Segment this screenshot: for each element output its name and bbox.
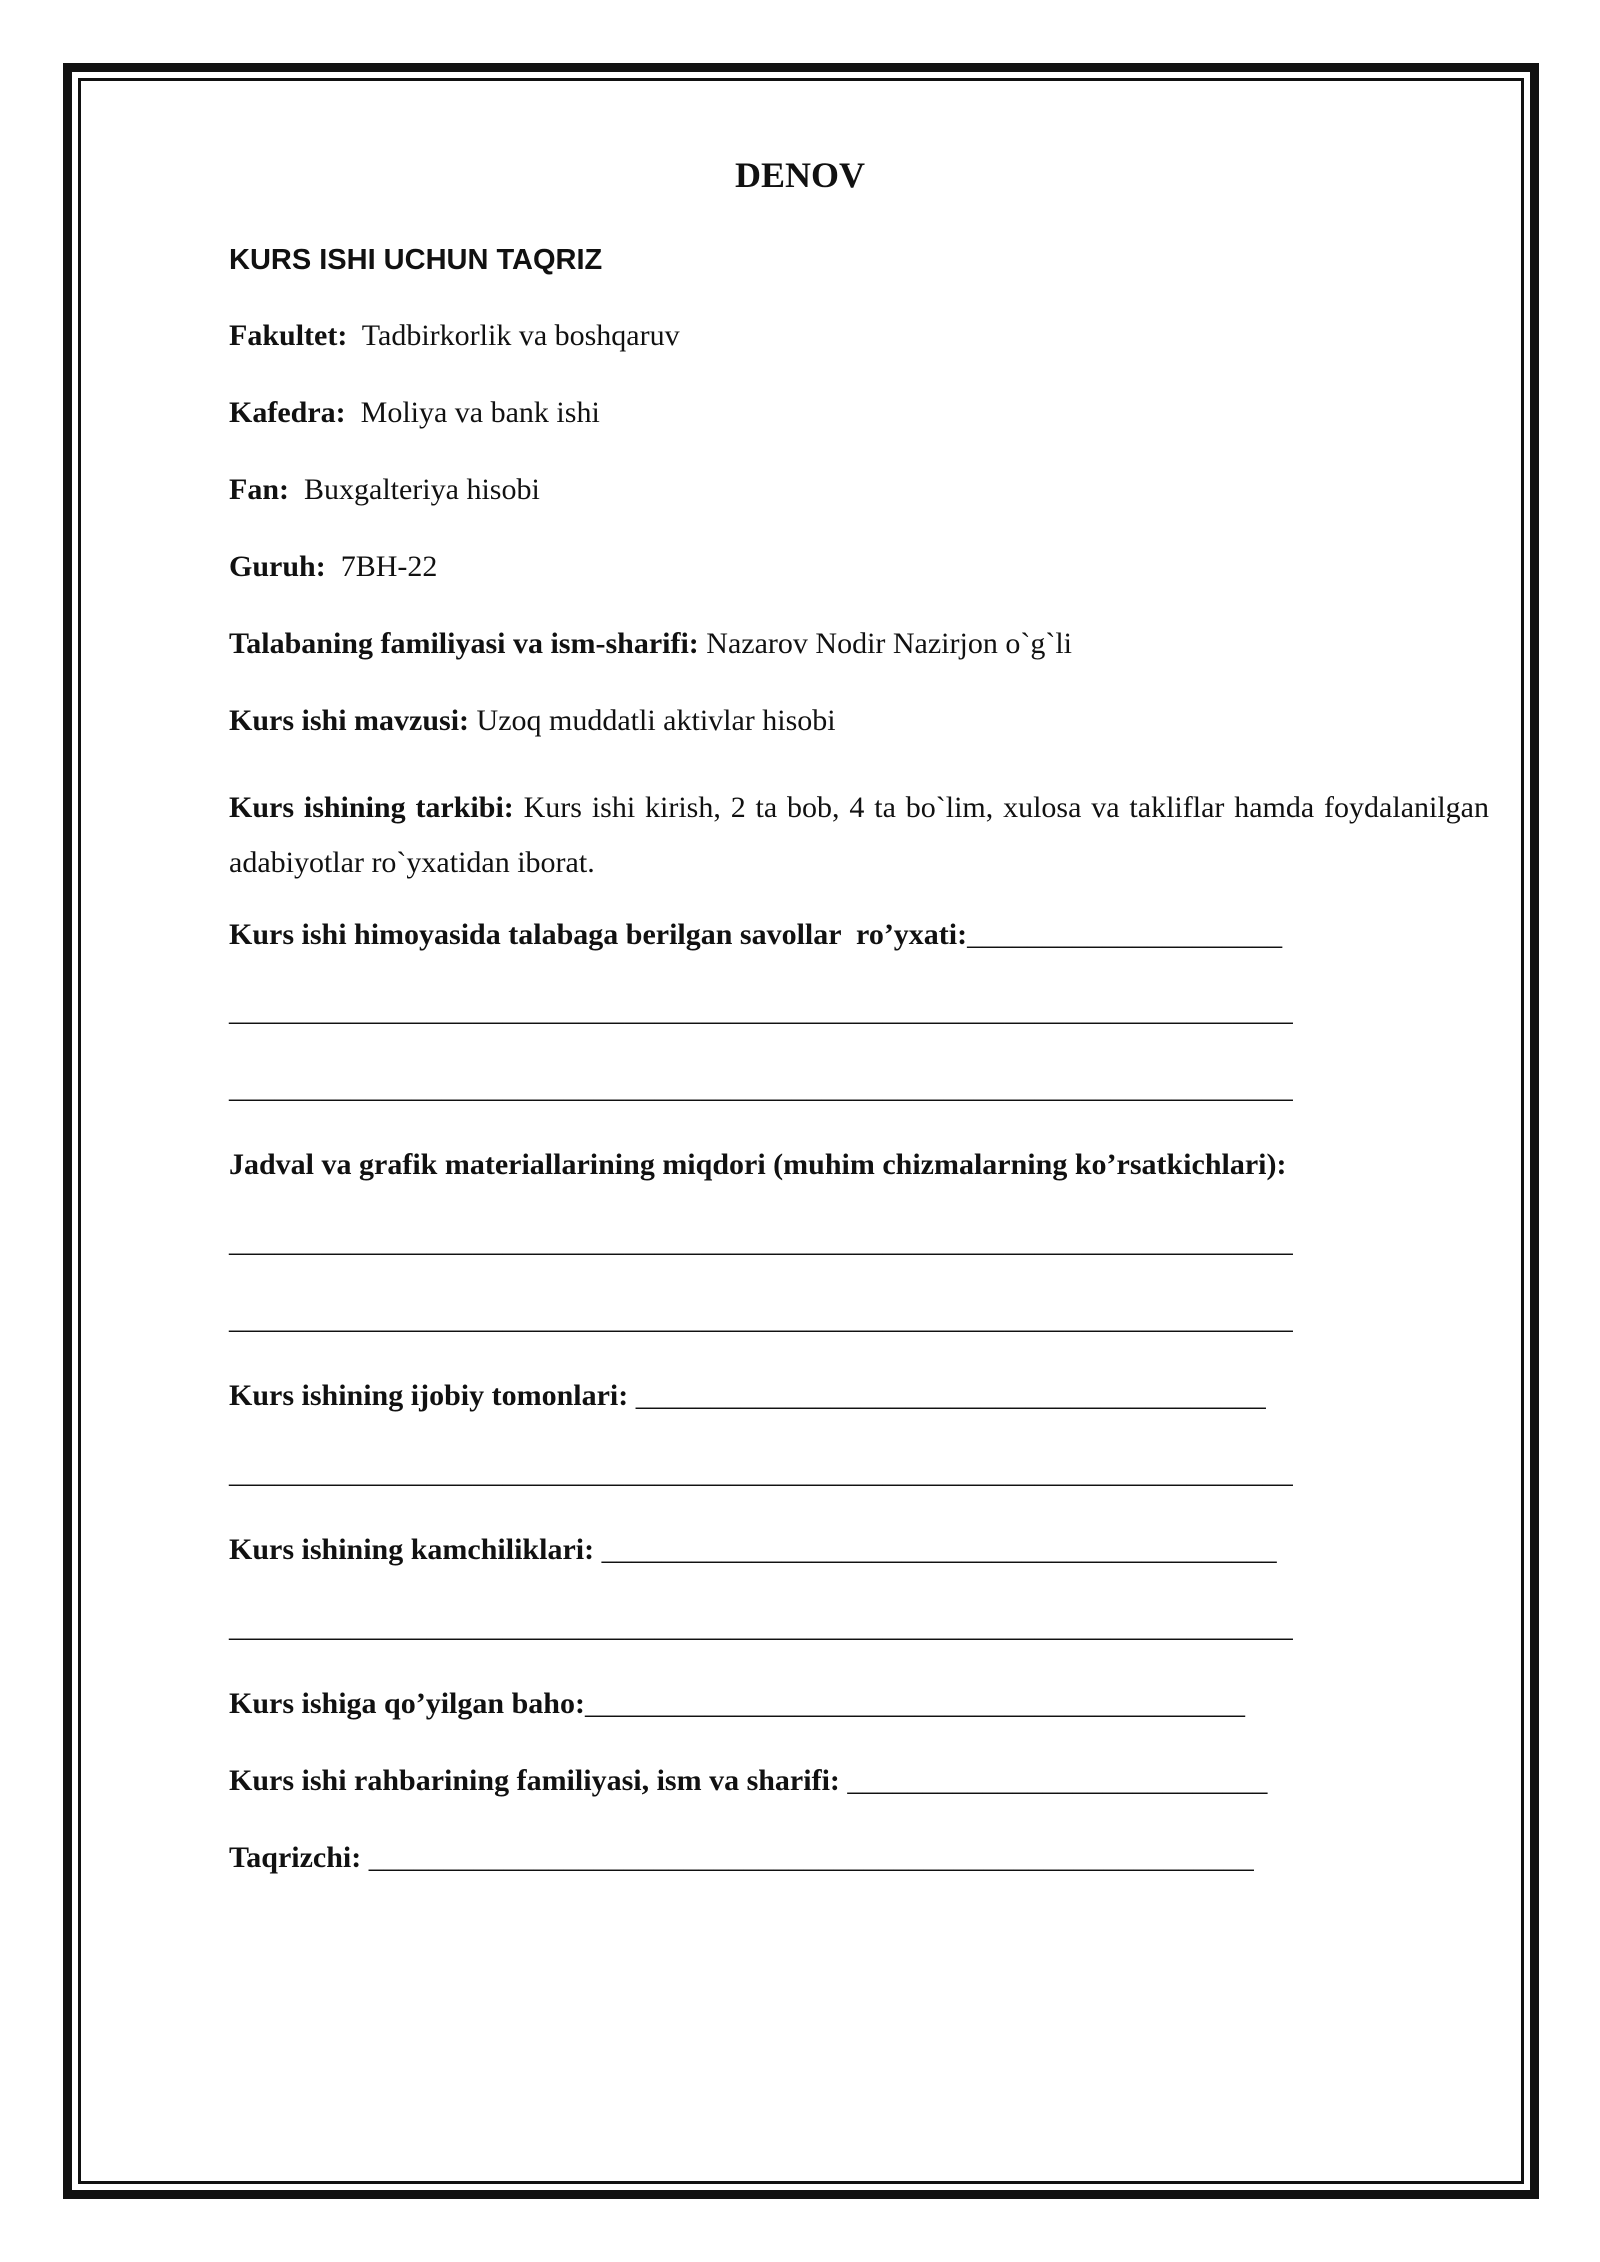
fan-value: Buxgalteriya hisobi: [289, 473, 540, 506]
savollar-blank-line-2: ______________________________________________________________________: [229, 1071, 1293, 1104]
mavzu-label: Kurs ishi mavzusi:: [229, 704, 470, 737]
ijobiy-label: Kurs ishining ijobiy tomonlari:: [229, 1379, 629, 1412]
rahbar-label: Kurs ishi rahbarining familiyasi, ism va sharifi:: [229, 1764, 840, 1797]
jadval-row: [229, 1147, 1286, 1183]
talaba-value: Nazarov Nodir Nazirjon o`g`li: [698, 627, 1072, 660]
rahbar-row: [229, 1763, 1267, 1799]
savollar-row: [229, 917, 1282, 953]
jadval-blank-line-2: ______________________________________________________________________: [229, 1302, 1293, 1335]
kamchilik-blank: _____________________________________________: [594, 1533, 1277, 1566]
taqrizchi-row: [229, 1840, 1254, 1876]
kamchilik-row: [229, 1532, 1277, 1568]
rahbar-blank: ____________________________: [839, 1764, 1268, 1797]
document-heading: KURS ISHI UCHUN TAQRIZ: [229, 244, 603, 276]
ijobiy-blank: __________________________________________: [628, 1379, 1266, 1412]
tarkibi-paragraph: [229, 780, 1489, 890]
kafedra-row: [229, 395, 600, 431]
fan-label: Fan:: [229, 473, 289, 506]
tarkibi-value: Kurs ishi kirish, 2 ta bob, 4 ta bo`lim, xulosa va takliflar hamda foydalanilgan adabiyotlar ro`yxatidan iborat.: [229, 791, 1489, 879]
fakultet-value: Tadbirkorlik va boshqaruv: [347, 319, 680, 352]
savollar-label: Kurs ishi himoyasida talabaga berilgan savollar ro’yxati:: [229, 918, 968, 951]
jadval-blank-line-1: ______________________________________________________________________: [229, 1225, 1293, 1258]
baho-label: Kurs ishiga qo’yilgan baho:: [229, 1687, 585, 1720]
savollar-blank-line-1: ______________________________________________________________________: [229, 994, 1293, 1027]
fakultet-label: Fakultet:: [229, 319, 348, 352]
ijobiy-blank-line: ______________________________________________________________________: [229, 1456, 1293, 1489]
jadval-label: Jadval va grafik materiallarining miqdori (muhim chizmalarning ko’rsatkichlari):: [229, 1148, 1287, 1181]
kafedra-label: Kafedra:: [229, 396, 346, 429]
tarkibi-label: Kurs ishining tarkibi:: [229, 791, 514, 824]
fakultet-row: [229, 318, 680, 354]
kamchilik-label: Kurs ishining kamchiliklari:: [229, 1533, 595, 1566]
talaba-label: Talabaning familiyasi va ism-sharifi:: [229, 627, 699, 660]
talaba-row: [229, 626, 1072, 662]
fan-row: [229, 472, 540, 508]
kafedra-value: Moliya va bank ishi: [345, 396, 600, 429]
taqrizchi-label: Taqrizchi:: [229, 1841, 362, 1874]
mavzu-row: [229, 703, 836, 739]
mavzu-value: Uzoq muddatli aktivlar hisobi: [469, 704, 836, 737]
ijobiy-row: [229, 1378, 1266, 1414]
document-title: DENOV: [734, 155, 865, 195]
guruh-label: Guruh:: [229, 550, 326, 583]
baho-blank: ____________________________________________: [584, 1687, 1245, 1720]
taqrizchi-blank: ___________________________________________________________: [361, 1841, 1254, 1874]
kamchilik-blank-line: ______________________________________________________________________: [229, 1610, 1293, 1643]
baho-row: [229, 1686, 1245, 1722]
guruh-row: [229, 549, 437, 585]
savollar-blank: _____________________: [967, 918, 1283, 951]
guruh-value: 7BH-22: [325, 550, 438, 583]
